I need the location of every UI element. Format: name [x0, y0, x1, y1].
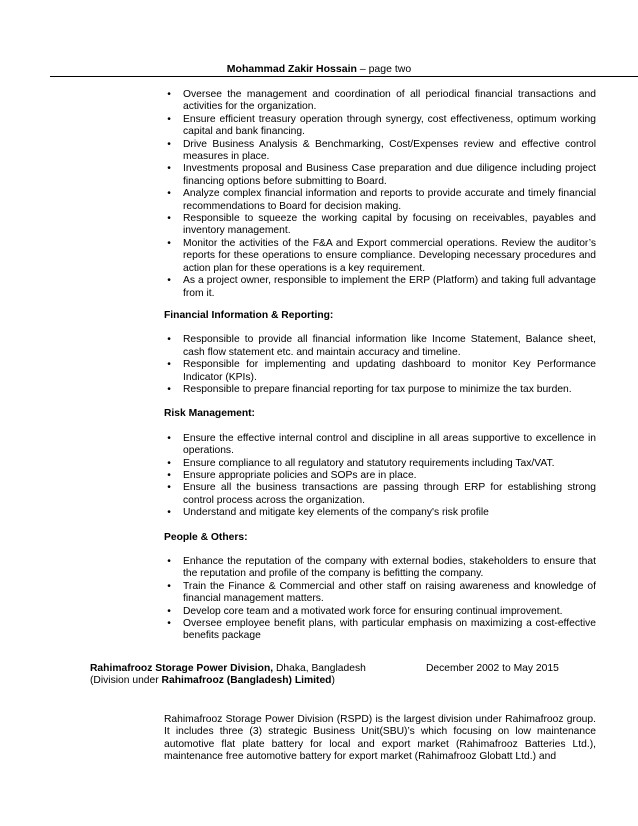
- bullet-icon: •: [167, 275, 171, 287]
- list-item: • Ensure all the business transactions are passing through ERP for establishing strong control process across the organization.: [164, 482, 596, 507]
- section-title-financial-reporting: Financial Information & Reporting:: [164, 309, 334, 321]
- list-item: • Ensure the effective internal control and discipline in all areas supportive to excellence in operations.: [164, 433, 596, 458]
- list-item: • As a project owner, responsible to implement the ERP (Platform) and taking full advantage from it.: [164, 275, 596, 300]
- bullet-icon: •: [167, 507, 171, 519]
- list-item: • Responsible to squeeze the working capital by focusing on receivables, payables and inventory management.: [164, 213, 596, 238]
- list-item: • Develop core team and a motivated work force for ensuring continual improvement.: [164, 606, 596, 618]
- section-title-people-others: People & Others:: [164, 531, 248, 543]
- bullet-icon: •: [167, 113, 171, 125]
- risk-management-list: [164, 433, 596, 520]
- header-name: Mohammad Zakir Hossain: [226, 63, 357, 75]
- bullet-icon: •: [167, 605, 171, 617]
- list-item: • Oversee employee benefit plans, with particular emphasis on maximizing a cost-effective benefits package: [164, 618, 596, 643]
- people-others-list: [164, 556, 596, 643]
- bullet-icon: •: [167, 618, 171, 630]
- list-item: • Responsible to provide all financial information like Income Statement, Balance sheet, cash flow statement etc. and maintain accuracy and timeline.: [164, 334, 596, 359]
- bullet-icon: •: [167, 457, 171, 469]
- parent-company: Rahimafrooz (Bangladesh) Limited: [161, 675, 332, 687]
- bullet-icon: •: [167, 469, 171, 481]
- bullet-icon: •: [167, 213, 171, 225]
- section-title-risk-management: Risk Management:: [164, 408, 255, 420]
- list-item: • Understand and mitigate key elements of the company's risk profile: [164, 507, 596, 519]
- list-item: • Oversee the management and coordination of all periodical financial transactions and activities for the organization.: [164, 89, 596, 114]
- list-item: • Responsible to prepare financial reporting for tax purpose to minimize the tax burden.: [164, 384, 596, 396]
- bullet-icon: •: [167, 138, 171, 150]
- list-item: • Analyze complex financial information and reports to provide accurate and timely financial recommendations to Board for decision making.: [164, 188, 596, 213]
- bullet-icon: •: [167, 580, 171, 592]
- list-item: • Enhance the reputation of the company with external bodies, stakeholders to ensure that the reputation and profile of the company is befitting the company.: [164, 556, 596, 581]
- header-divider: [50, 76, 638, 77]
- list-item: • Investments proposal and Business Case preparation and due diligence including project financing options before submitting to Board.: [164, 163, 596, 188]
- bullet-icon: •: [167, 482, 171, 494]
- employer-location: Dhaka, Bangladesh: [273, 663, 366, 674]
- page-header: [0, 63, 638, 75]
- resume-content: [164, 89, 596, 643]
- employer-division-line: (Division under Rahimafrooz (Bangladesh) Limited): [90, 675, 335, 687]
- list-item: • Drive Business Analysis & Benchmarking, Cost/Expenses review and effective control measures in place.: [164, 139, 596, 164]
- list-item: • Train the Finance & Commercial and other staff on raising awareness and knowledge of financial management matters.: [164, 581, 596, 606]
- bullet-icon: •: [167, 383, 171, 395]
- list-item: • Ensure appropriate policies and SOPs are in place.: [164, 470, 596, 482]
- bullet-icon: •: [167, 334, 171, 346]
- bullet-icon: •: [167, 163, 171, 175]
- list-item: • Responsible for implementing and updating dashboard to monitor Key Performance Indicator (KPIs).: [164, 359, 596, 384]
- responsibility-list: [164, 89, 596, 300]
- employment-dates: December 2002 to May 2015: [426, 663, 559, 674]
- financial-reporting-list: [164, 334, 596, 396]
- company-description: Rahimafrooz Storage Power Division (RSPD) is the largest division under Rahimafrooz group. It includes three (3) strategic Business Unit(SBU)’s which focusing on low maintenance automotive flat plate battery for local and export market (Rahimafrooz Batteries Ltd.), maintenance free automotive battery for export market (Rahimafrooz Globatt Ltd.) and: [164, 714, 596, 763]
- employer-company: Rahimafrooz Storage Power Division,: [90, 663, 274, 674]
- employer-block: [90, 663, 610, 688]
- bullet-icon: •: [167, 556, 171, 567]
- header-page-label: – page two: [356, 63, 412, 75]
- bullet-icon: •: [167, 89, 171, 100]
- bullet-icon: •: [167, 188, 171, 200]
- list-item: • Monitor the activities of the F&A and Export commercial operations. Review the auditor’s reports for these operations to ensure compliance. Developing necessary procedures and action plan for these operations is a key requirement.: [164, 238, 596, 275]
- bullet-icon: •: [167, 432, 171, 444]
- bullet-icon: •: [167, 359, 171, 371]
- list-item: • Ensure compliance to all regulatory and statutory requirements including Tax/VAT.: [164, 458, 596, 470]
- employer-name-line: [90, 663, 426, 675]
- list-item: • Ensure efficient treasury operation through synergy, cost effectiveness, optimum working capital and bank financing.: [164, 114, 596, 139]
- bullet-icon: •: [167, 237, 171, 249]
